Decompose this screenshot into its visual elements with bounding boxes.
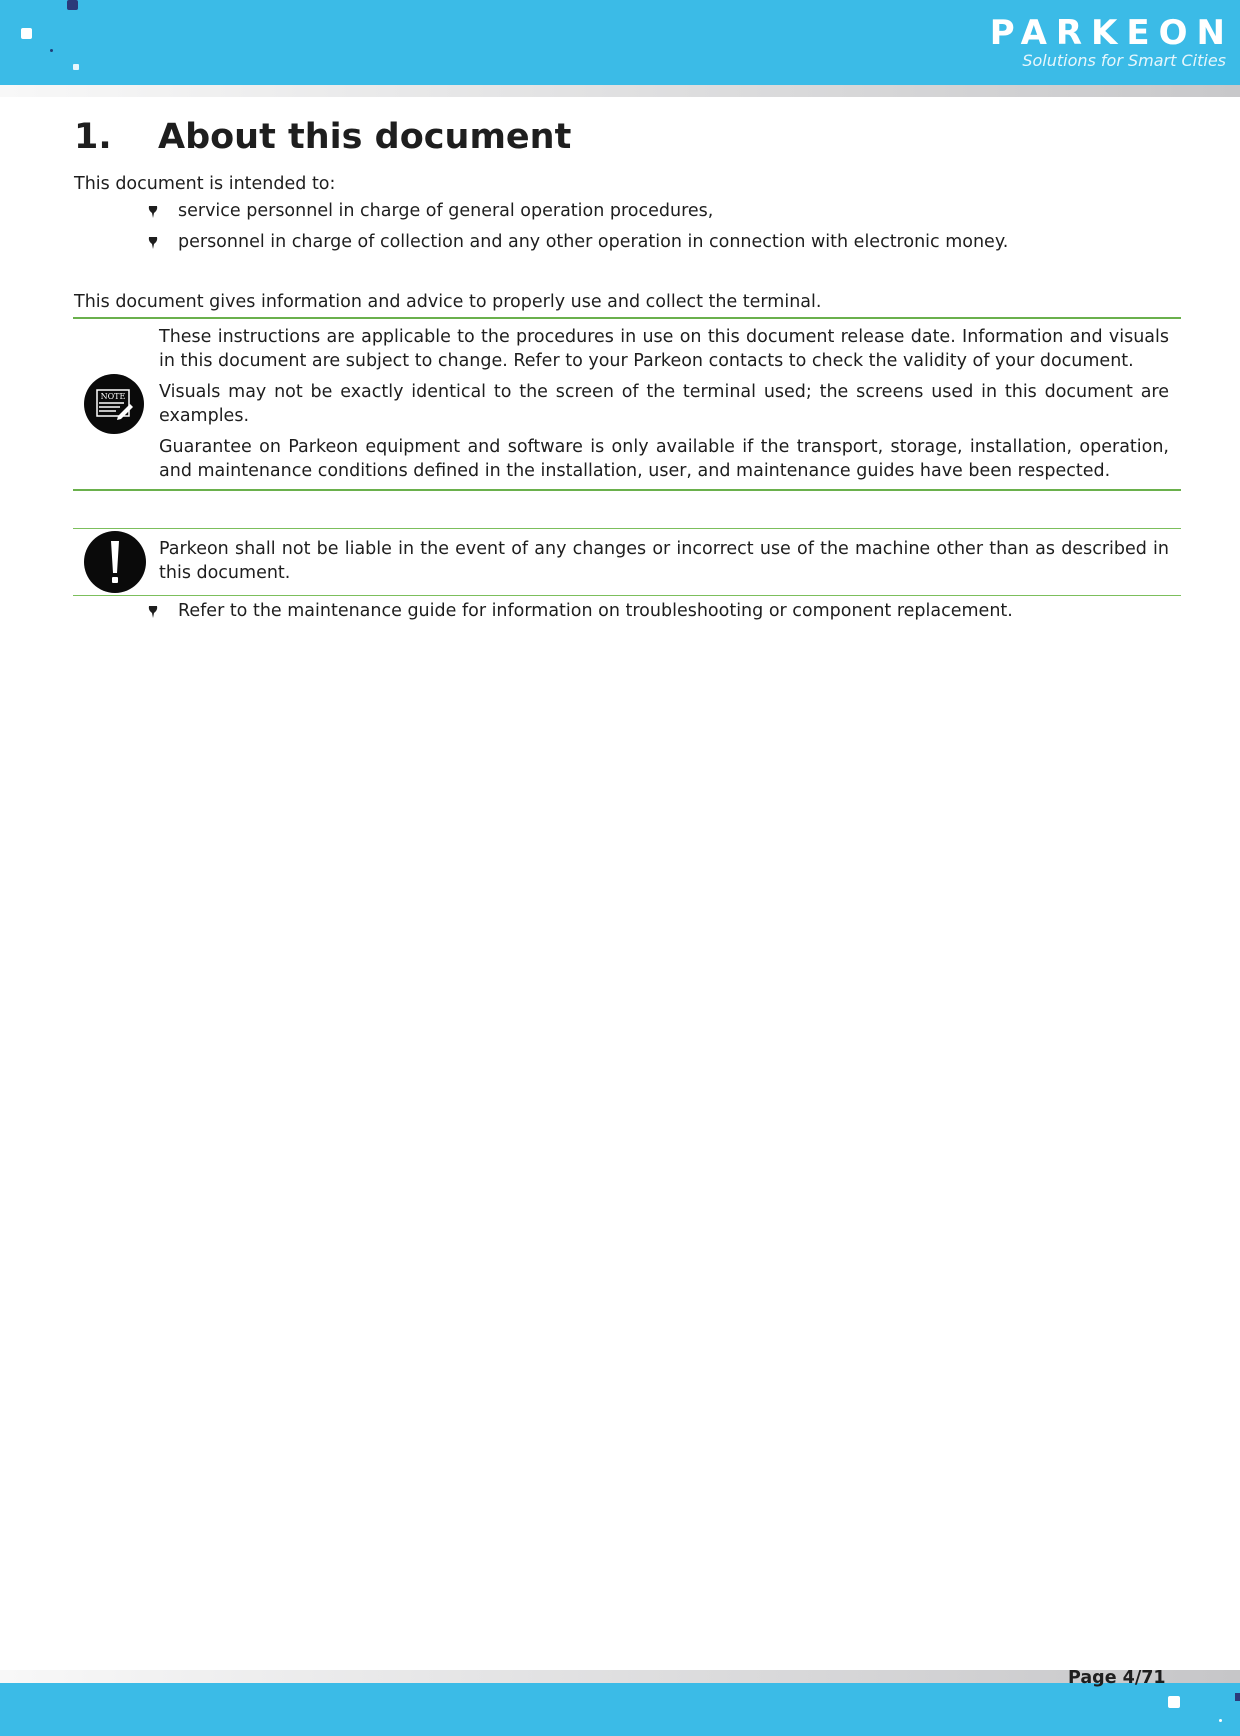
audience-list (74, 196, 1184, 258)
list-item (148, 227, 1184, 258)
page-footer (0, 1683, 1240, 1736)
section-heading (74, 112, 1184, 162)
bullet-icon (148, 605, 158, 619)
list-item-text: personnel in charge of collection and any other operation in connection with electronic money. (178, 232, 1009, 252)
document-body (74, 112, 1184, 627)
decor-dot-white (1219, 1719, 1222, 1722)
bullet-icon (148, 236, 158, 250)
list-item (148, 196, 1184, 227)
intro-text: This document is intended to: (74, 174, 336, 194)
warning-text: Parkeon shall not be liable in the event of any changes or incorrect use of the machine other than as described in this document. (159, 539, 1169, 583)
parkeon-logo (989, 13, 1234, 70)
refer-list (74, 596, 1184, 627)
list-item-text: Refer to the maintenance guide for information on troubleshooting or component replacement. (178, 601, 1013, 621)
logo-wordmark: PARKEON (989, 13, 1234, 53)
note-paragraph: Visuals may not be exactly identical to the screen of the terminal used; the screens used in this document are examples. (159, 382, 1169, 426)
decor-dot-dark (50, 49, 53, 52)
section-title: About this document (158, 117, 572, 157)
section-number: 1. (74, 117, 112, 157)
decor-square-dark (67, 0, 78, 10)
exclamation-icon (84, 531, 146, 593)
list-item (148, 596, 1184, 627)
page-header (0, 0, 1240, 85)
svg-text:NOTE: NOTE (100, 392, 126, 401)
note-icon (84, 374, 144, 434)
bullet-icon (148, 205, 158, 219)
page-number: Page 4/71 (1068, 1668, 1166, 1688)
decor-square-light (73, 64, 79, 70)
note-paragraph: Guarantee on Parkeon equipment and software is only available if the transport, storage, installation, operation, and maintenance conditions defined in the installation, user, and maintenance guides have been respected. (159, 437, 1169, 481)
warning-box (73, 528, 1181, 596)
footer-gradient-band (0, 1670, 1240, 1683)
note-paragraph: These instructions are applicable to the procedures in use on this document release date. Information and visuals in this document are subject to change. Refer to your Parkeon contacts to check the validity of your document. (159, 327, 1169, 371)
header-gradient-band (0, 85, 1240, 97)
purpose-text: This document gives information and advice to properly use and collect the terminal. (74, 292, 822, 312)
note-box (73, 317, 1181, 491)
decor-square-white (1168, 1696, 1180, 1708)
list-item-text: service personnel in charge of general operation procedures, (178, 201, 714, 221)
note-text (159, 325, 1169, 483)
decor-square-dark (1235, 1693, 1240, 1701)
decor-square-white (21, 28, 32, 39)
logo-tagline: Solutions for Smart Cities (1022, 51, 1226, 70)
